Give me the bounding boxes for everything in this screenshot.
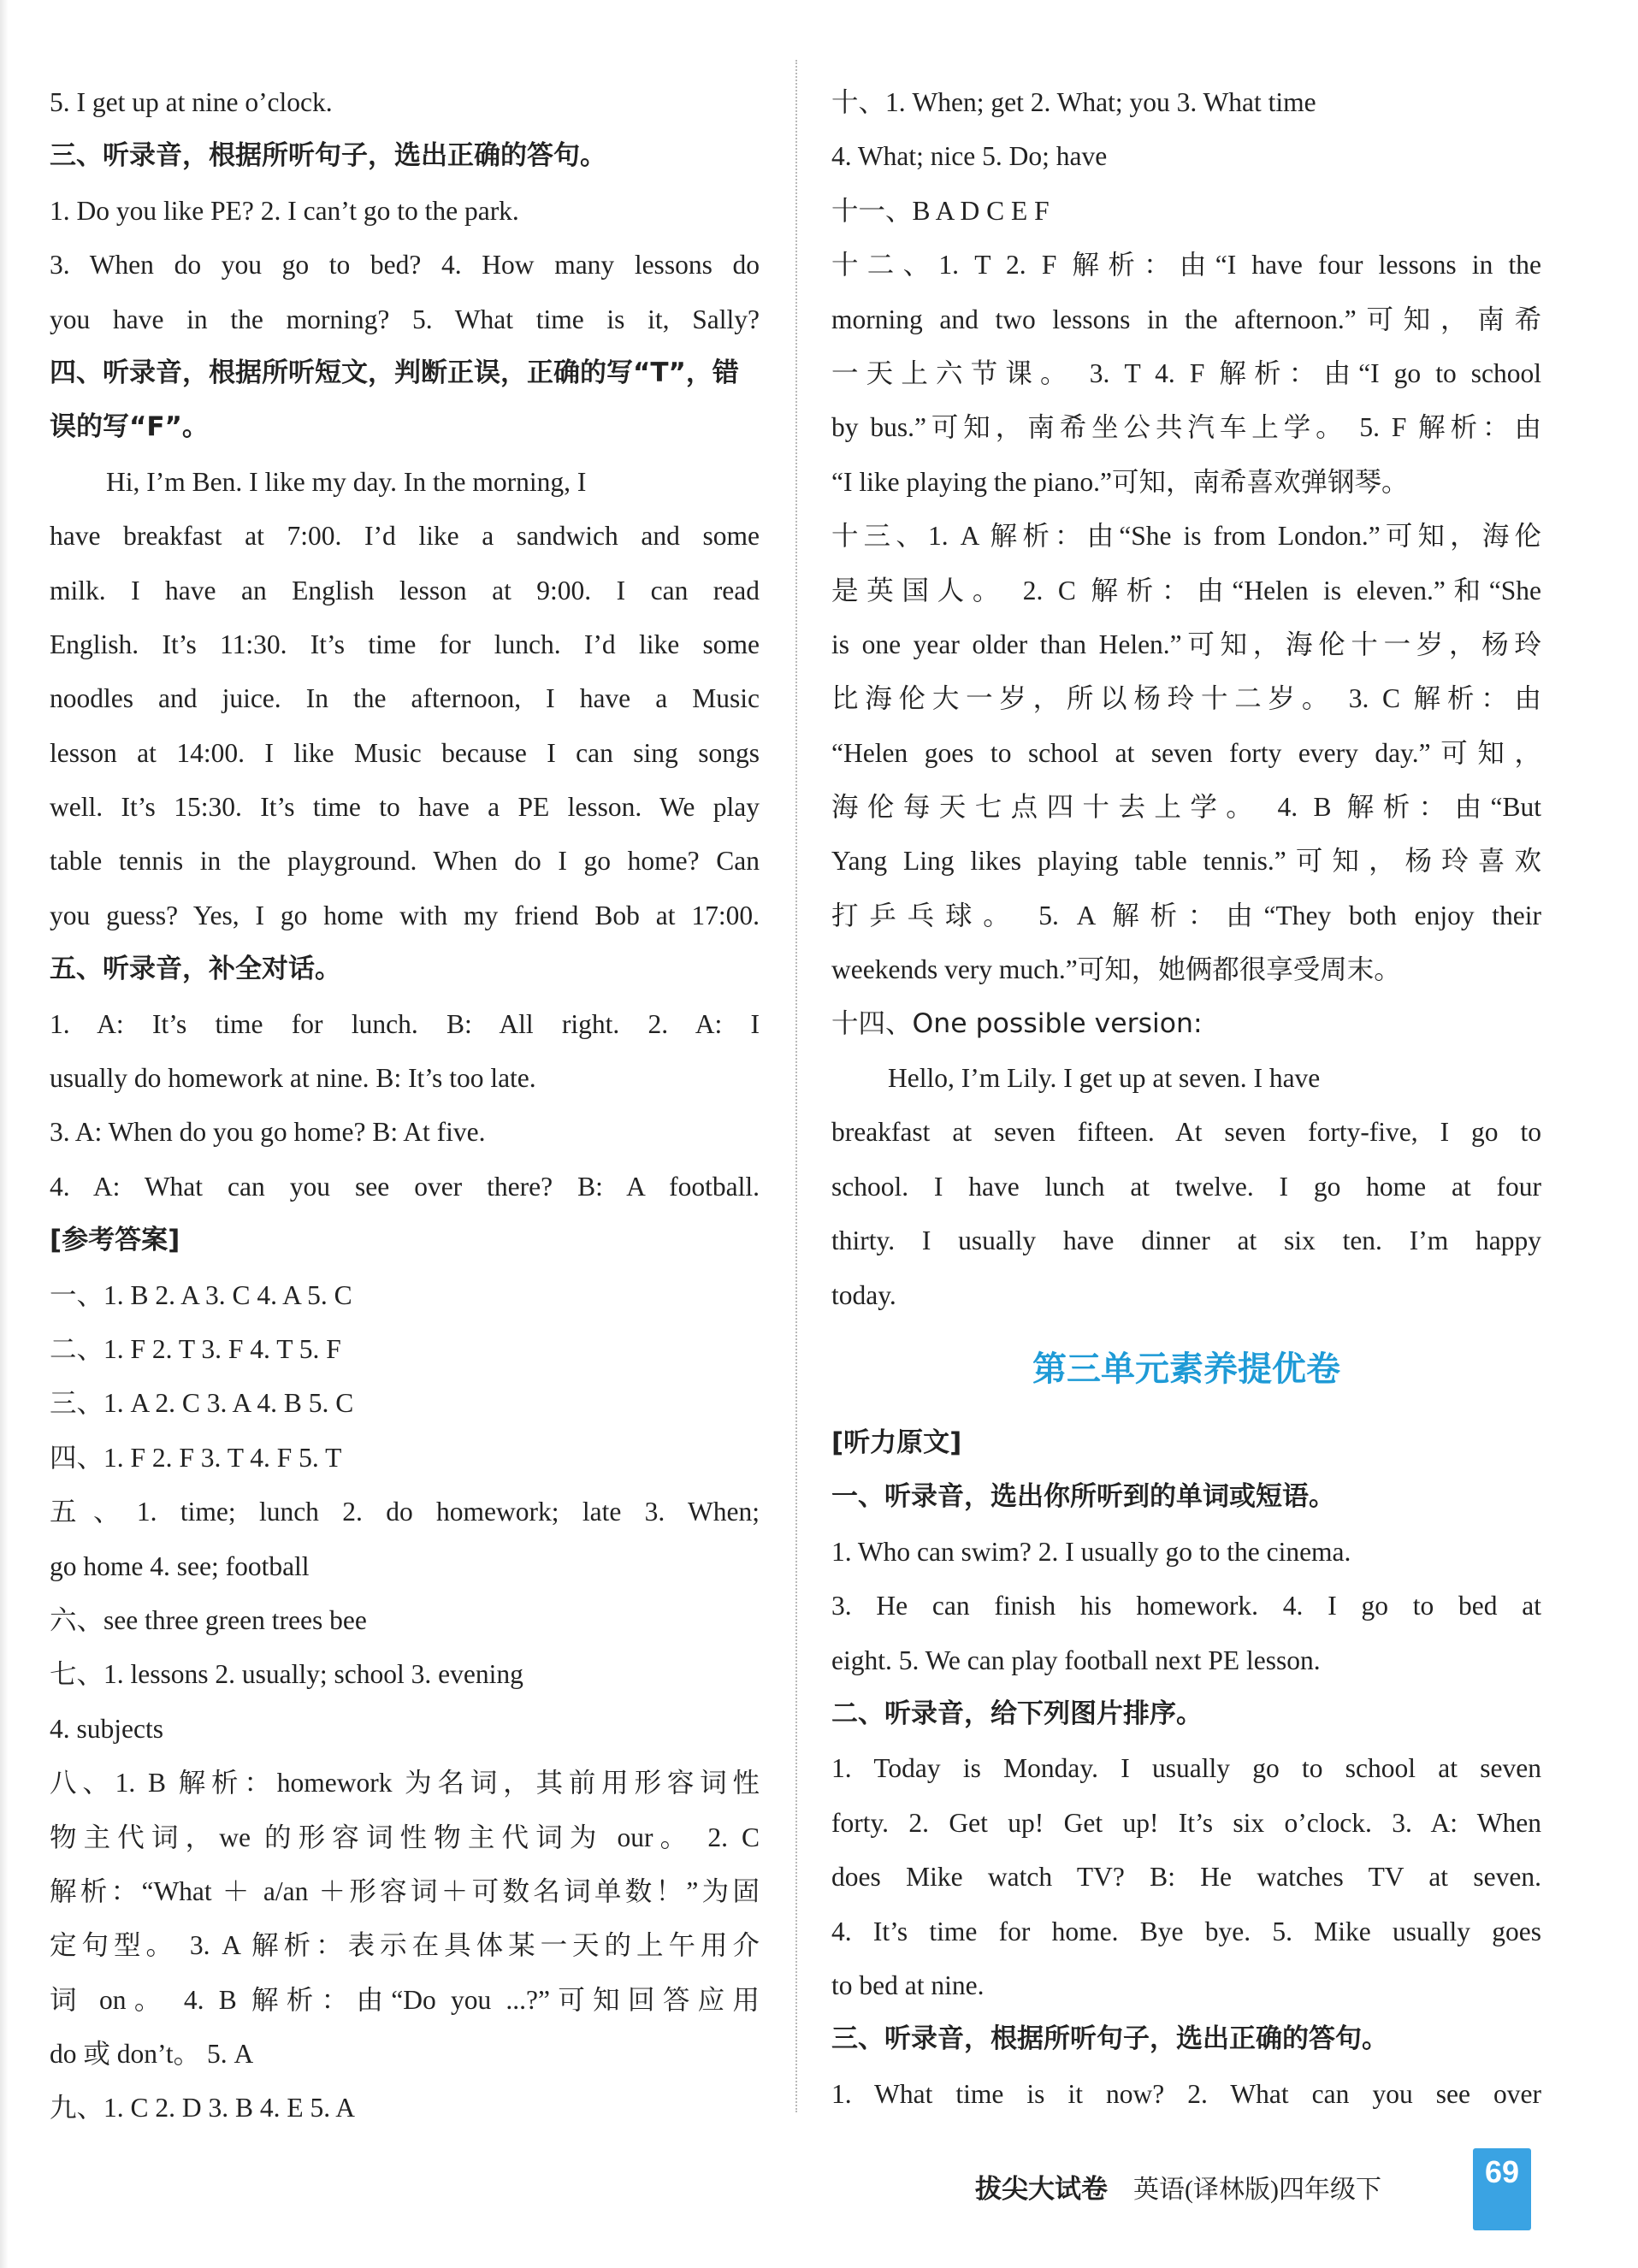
text-line: 一天上六节课。 3. T 4. F 解析：由“I go to school [831,357,1541,388]
text-line: 十一、B A D C E F [831,195,1050,226]
text-line: 打乒乓球。 5. A 解析：由“They both enjoy their [831,900,1541,930]
section-heading: 三、听录音，根据所听句子，选出正确的答句。 [50,140,606,172]
right-column [831,75,1541,2121]
text-line: does Mike watch TV? B: He watches TV at seven. [831,1862,1541,1893]
text-line: Hi, I’m Ben. I like my day. In the morning, I [106,466,587,497]
text-line: Yang Ling likes playing table tennis.”可知，杨玲喜欢 [831,846,1541,877]
text-line: well. It’s 15:30. It’s time to have a PE lesson. We play [50,792,760,823]
text-line: 1. Do you like PE? 2. I can’t go to the park. [50,195,519,226]
text-line: 九、1. C 2. D 3. B 4. E 5. A [50,2093,356,2123]
text-line: 解析：“What ＋ a/an ＋形容词＋可数名词单数！”为固 [50,1875,760,1906]
text-line: 5. I get up at nine o’clock. [50,87,333,117]
text-line: 十四、One possible version: [831,1007,1203,1039]
text-line: 一、1. B 2. A 3. C 4. A 5. C [50,1279,352,1310]
text-line: “I like playing the piano.”可知，南希喜欢弹钢琴。 [831,466,1409,497]
text-line: is one year older than Helen.”可知，海伦十一岁，杨玲 [831,629,1541,659]
page-footer [975,2159,1523,2219]
text-line: 二、1. F 2. T 3. F 4. T 5. F [50,1333,341,1364]
text-line: 海伦每天七点四十去上学。 4. B 解析：由“But [831,792,1541,823]
text-line: “Helen goes to school at seven forty every day.”可知， [831,737,1541,768]
text-line: 3. He can finish his homework. 4. I go to bed at [831,1591,1541,1621]
text-line: 比海伦大一岁，所以杨玲十二岁。 3. C 解析：由 [831,683,1541,714]
text-line: 1. Who can swim? 2. I usually go to the cinema. [831,1536,1351,1567]
column-divider [795,60,797,2112]
text-line: Hello, I’m Lily. I get up at seven. I have [888,1063,1321,1094]
left-column [50,75,760,2135]
text-line: forty. 2. Get up! Get up! It’s six o’clock. 3. A: When [831,1807,1541,1838]
text-line: you guess? Yes, I go home with my friend Bob at 17:00. [50,900,760,930]
text-line: you have in the morning? 5. What time is it, Sally? [50,304,760,334]
listening-script-section [831,1416,1541,2121]
book-brand: 拔尖大试卷 [975,2174,1108,2205]
text-line: 词 on。 4. B 解析：由“Do you ...?”可知回答应用 [50,1984,760,2015]
page-number-badge: 69 [1473,2148,1531,2230]
text-line: milk. I have an English lesson at 9:00. I can read [50,575,760,605]
section-heading: 五、听录音，补全对话。 [50,954,341,985]
answer-section-continued [831,75,1541,1322]
text-line: 物主代词，we 的形容词性物主代词为 our。 2. C [50,1822,760,1852]
text-line: have breakfast at 7:00. I’d like a sandwich and some [50,521,760,552]
text-line: today. [831,1279,896,1310]
section-heading: 二、听录音，给下列图片排序。 [831,1698,1203,1729]
text-line: table tennis in the playground. When do I go home? Can [50,846,760,877]
section-heading: 四、听录音，根据所听短文，判断正误，正确的写“T”，错 [50,357,739,388]
text-line: 五、1. time; lunch 2. do homework; late 3. When; [50,1497,760,1527]
book-subject: 英语(译林版)四年级下 [1133,2176,1381,2204]
text-line: breakfast at seven fifteen. At seven forty-five, I go to [831,1117,1541,1148]
text-line: morning and two lessons in the afternoon.”可知，南希 [831,304,1541,334]
text-line: 1. What time is it now? 2. What can you see over [831,2078,1541,2109]
text-line: weekends very much.”可知，她俩都很享受周末。 [831,954,1401,985]
text-line: 4. What; nice 5. Do; have [831,141,1108,172]
page-fold-shadow [0,0,9,2268]
text-line: usually do homework at nine. B: It’s too late. [50,1063,536,1094]
text-line: 3. A: When do you go home? B: At five. [50,1117,486,1148]
text-line: 4. It’s time for home. Bye bye. 5. Mike usually goes [831,1916,1541,1946]
text-line: lesson at 14:00. I like Music because I can sing songs [50,737,760,768]
text-line: 十、1. When; get 2. What; you 3. What time [831,87,1316,117]
section-heading: [听力原文] [831,1426,962,1458]
text-line: 3. When do you go to bed? 4. How many lessons do [50,250,760,281]
text-line: 4. subjects [50,1713,163,1744]
text-line: to bed at nine. [831,1970,985,2000]
text-line: noodles and juice. In the afternoon, I have a Music [50,683,760,714]
text-line: 1. Today is Monday. I usually go to school at seven [831,1753,1541,1784]
text-line: 四、1. F 2. F 3. T 4. F 5. T [50,1442,342,1473]
text-line: eight. 5. We can play football next PE lesson. [831,1645,1321,1675]
text-line: 八、1. B 解析：homework 为名词，其前用形容词性 [50,1768,760,1798]
text-line: English. It’s 11:30. It’s time for lunch. I’d like some [50,629,760,659]
section-heading: [参考答案] [50,1225,180,1256]
text-line: 十三、1. A 解析：由“She is from London.”可知，海伦 [831,521,1541,552]
section-heading: 误的写“F”。 [50,411,209,443]
section-heading: 三、听录音，根据所听句子，选出正确的答句。 [831,2023,1388,2055]
text-line: 定句型。 3. A 解析：表示在具体某一天的上午用介 [50,1930,760,1961]
section-heading: 一、听录音，选出你所听到的单词或短语。 [831,1481,1335,1513]
text-line: 十二、1. T 2. F 解析：由“I have four lessons in the [831,250,1541,281]
text-line: do 或 don’t。 5. A [50,2039,254,2070]
unit-title: 第三单元素养提优卷 [1032,1349,1340,1389]
text-line: school. I have lunch at twelve. I go home at four [831,1171,1541,1202]
text-line: 六、see three green trees bee [50,1604,367,1635]
text-line: by bus.”可知，南希坐公共汽车上学。 5. F 解析：由 [831,412,1541,443]
text-line: 三、1. A 2. C 3. A 4. B 5. C [50,1388,354,1419]
text-line: 1. A: It’s time for lunch. B: All right. 2. A: I [50,1008,760,1039]
text-line: 4. A: What can you see over there? B: A football. [50,1171,760,1202]
text-line: thirty. I usually have dinner at six ten. I’m happy [831,1226,1541,1256]
text-line: 是英国人。 2. C 解析：由“Helen is eleven.”和“She [831,575,1541,605]
text-line: 七、1. lessons 2. usually; school 3. evening [50,1659,523,1690]
text-line: go home 4. see; football [50,1550,310,1581]
